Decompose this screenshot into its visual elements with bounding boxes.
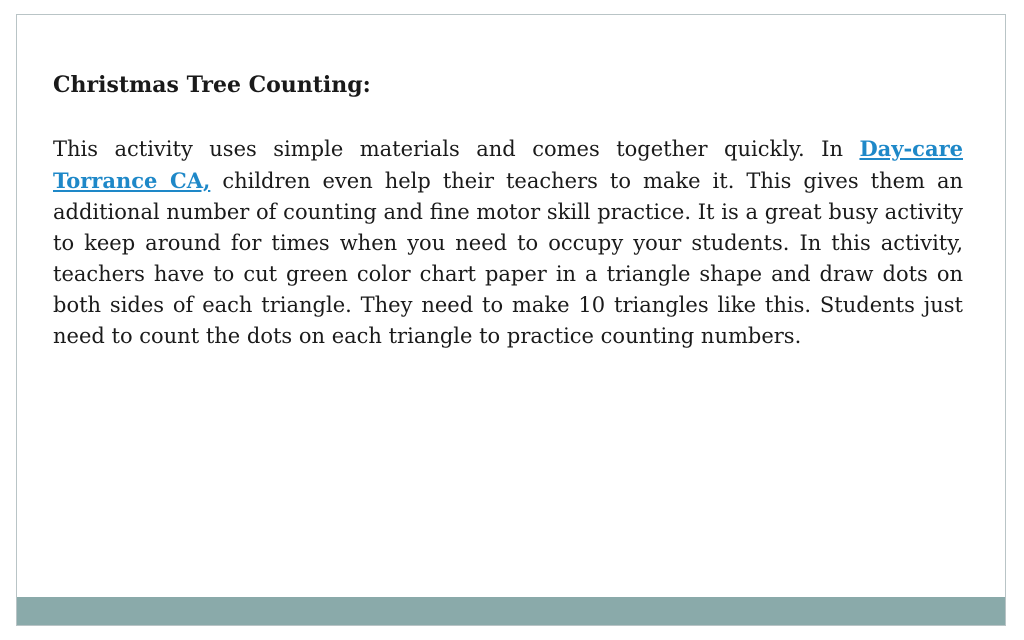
slide-frame	[16, 14, 1006, 626]
body-paragraph	[53, 133, 963, 352]
footer-bar	[17, 597, 1005, 625]
slide-content	[53, 67, 963, 352]
slide-title: Christmas Tree Counting:	[53, 72, 371, 98]
daycare-torrance-link[interactable]: Day-care Torrance CA,	[53, 136, 963, 193]
paragraph-text-start: This activity uses simple materials and comes together quickly. In	[53, 137, 860, 161]
paragraph-text-end: children even help their teachers to make it. This gives them an additional number of counting and fine motor skill practice. It is a great busy activity to keep around for times when you need to occupy your students. In this activity, teachers have to cut green color chart paper in a triangle shape and draw dots on both sides of each triangle. They need to make 10 triangles like this. Students just need to count the dots on each triangle to practice counting numbers.	[53, 169, 963, 348]
